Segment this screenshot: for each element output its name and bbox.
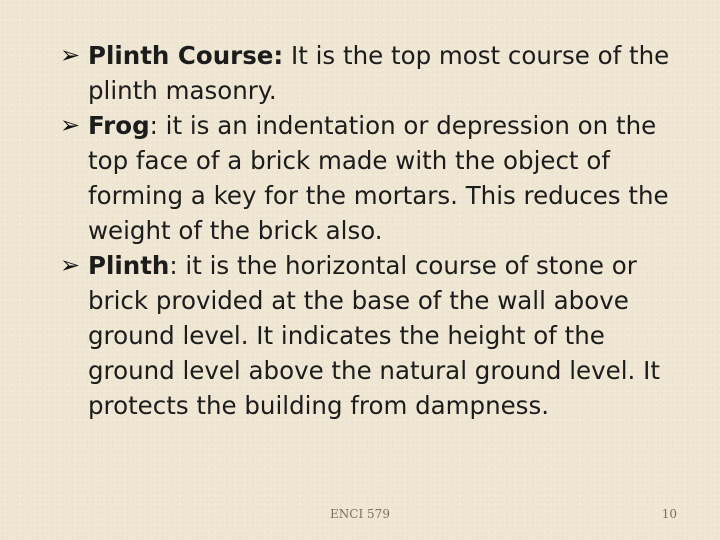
definition-frog: : it is an indentation or depression on the top face of a brick made with the object of forming a key for the mortars. This reduces the weight of the brick also.: [88, 111, 669, 245]
definition-plinth: : it is the horizontal course of stone or brick provided at the base of the wall above ground level. It indicates the height of the ground level above the natural ground level. It protects the building from dampness.: [88, 251, 660, 420]
definition-plinth-course: It is the top most course of the plinth masonry.: [88, 41, 670, 105]
term-plinth-course: Plinth Course:: [88, 41, 284, 70]
arrow-bullet-icon: ➢: [60, 41, 81, 69]
bullet-frog: [60, 108, 680, 248]
bullet-list: [60, 38, 680, 423]
footer-course-code: ENCI 579: [330, 507, 390, 521]
arrow-bullet-icon: ➢: [60, 251, 81, 279]
arrow-bullet-icon: ➢: [60, 111, 81, 139]
bullet-plinth: [60, 248, 680, 423]
term-frog: Frog: [88, 111, 150, 140]
bullet-plinth-course: [60, 38, 680, 108]
page-number: 10: [661, 507, 677, 521]
term-plinth: Plinth: [88, 251, 170, 280]
